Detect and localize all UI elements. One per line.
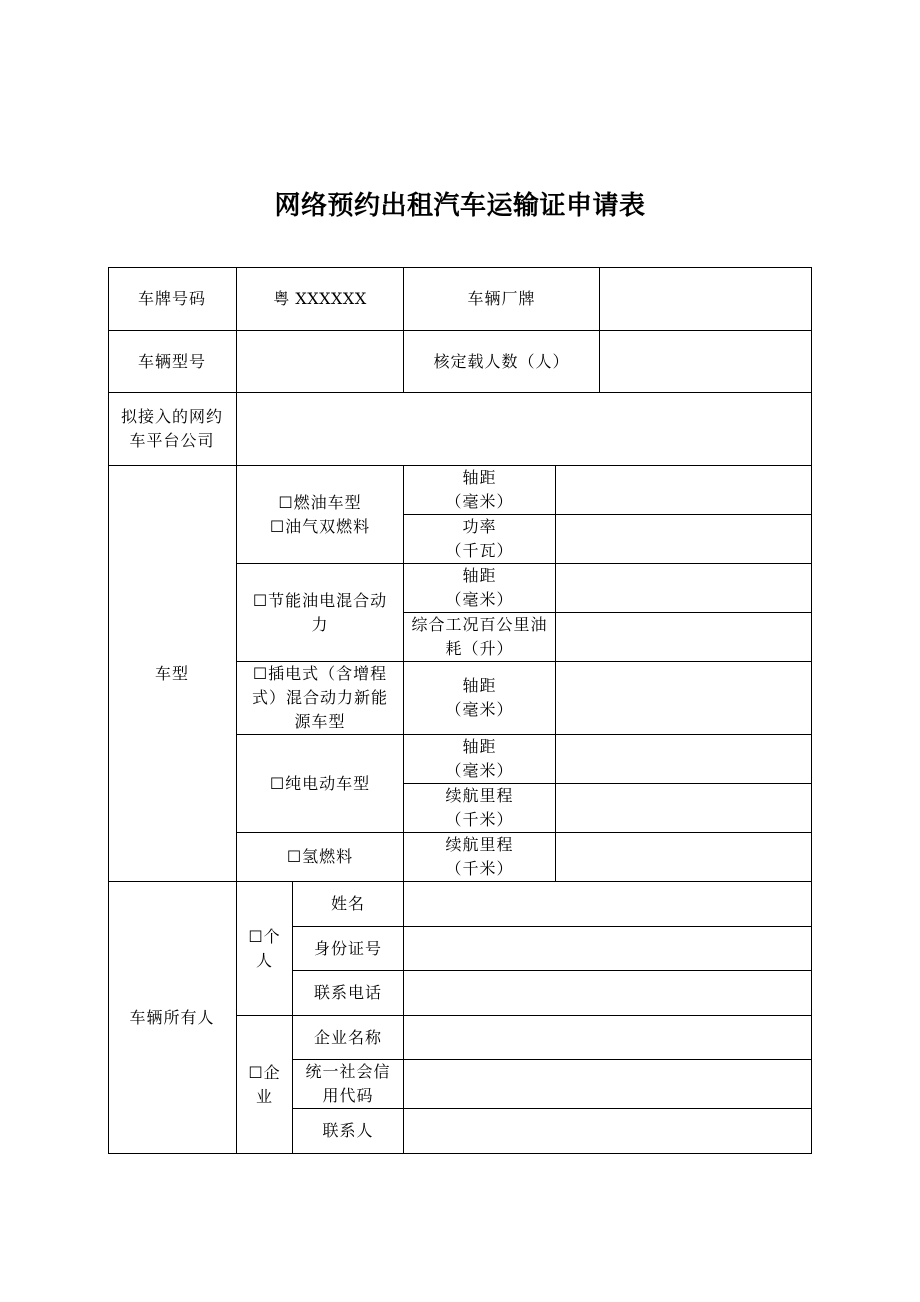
credit-code-label: 统一社会信用代码 [305,1062,391,1105]
plate-value-cell[interactable] [237,267,404,331]
field-label-cell [293,971,404,1016]
brand-label: 车辆厂牌 [467,288,536,308]
owner-label-cell [108,882,237,1154]
field-label-cell [404,662,556,735]
field-value-cell[interactable] [556,784,812,833]
wheelbase-label: 轴距 （毫米） [445,737,514,780]
vehicle-type-fuel-label: ☐燃油车型 ☐油气双燃料 [269,492,371,536]
owner-type-enterprise[interactable] [237,1016,293,1154]
owner-type-individual[interactable] [237,882,293,1016]
name-label: 姓名 [330,894,365,913]
wheelbase-label: 轴距 （毫米） [445,468,514,511]
vehicle-type-plugin[interactable] [237,662,404,735]
field-value-cell[interactable] [556,466,812,515]
field-value-cell[interactable] [556,564,812,613]
field-value-cell[interactable] [556,833,812,882]
vehicle-type-hybrid-label: ☐节能油电混合动力 [252,590,388,634]
plate-value: 粤 XXXXXX [273,288,367,308]
vehicle-type-electric[interactable] [237,735,404,833]
field-label-cell [404,735,556,784]
vehicle-type-hydrogen-label: ☐氢燃料 [286,847,354,866]
vehicle-type-plugin-label: ☐插电式（含增程式）混合动力新能源车型 [251,664,388,731]
plate-label-cell [108,267,237,331]
vehicle-type-label-cell [108,466,237,882]
seats-label-cell [404,331,600,393]
field-label-cell [293,1109,404,1154]
field-label-cell [404,515,556,564]
field-value-cell[interactable] [556,735,812,784]
model-label-cell [108,331,237,393]
field-label-cell [293,882,404,927]
seats-value-cell[interactable] [600,331,812,393]
field-label-cell [404,833,556,882]
owner-type-enterprise-label: ☐企业 [248,1062,281,1106]
field-label-cell [293,1016,404,1060]
field-value-cell[interactable] [404,882,812,927]
field-value-cell[interactable] [404,1109,812,1154]
fuel-consumption-label: 综合工况百公里油耗（升） [411,615,548,658]
plate-label: 车牌号码 [137,288,206,308]
wheelbase-label: 轴距 （毫米） [445,566,514,609]
model-label: 车辆型号 [137,351,206,371]
field-value-cell[interactable] [404,927,812,971]
owner-label: 车辆所有人 [129,1007,215,1027]
wheelbase-label: 轴距 （毫米） [445,676,514,719]
field-label-cell [404,466,556,515]
field-value-cell[interactable] [556,613,812,662]
field-label-cell [404,784,556,833]
owner-type-individual-label: ☐个人 [248,926,281,970]
vehicle-type-electric-label: ☐纯电动车型 [269,773,371,793]
brand-value-cell[interactable] [600,267,812,331]
vehicle-type-hybrid[interactable] [237,564,404,662]
company-name-label: 企业名称 [313,1027,382,1047]
field-label-cell [404,564,556,613]
field-value-cell[interactable] [404,1060,812,1109]
field-value-cell[interactable] [404,1016,812,1060]
field-label-cell [404,613,556,662]
phone-label: 联系电话 [313,983,382,1002]
model-value-cell[interactable] [237,331,404,393]
power-label: 功率 （千瓦） [445,517,514,560]
platform-label-cell [108,393,237,466]
field-value-cell[interactable] [556,662,812,735]
field-label-cell [293,1060,404,1109]
platform-label: 拟接入的网约车平台公司 [120,407,223,450]
vehicle-type-label: 车型 [154,663,189,683]
vehicle-type-fuel[interactable] [237,466,404,564]
field-value-cell[interactable] [556,515,812,564]
vehicle-type-hydrogen[interactable] [237,833,404,882]
contact-person-label: 联系人 [322,1121,374,1140]
brand-label-cell [404,267,600,331]
platform-value-cell[interactable] [237,393,812,466]
range-label: 续航里程 （千米） [445,835,514,878]
id-number-label: 身份证号 [313,938,382,958]
seats-label: 核定载人数（人） [433,351,570,371]
form-title: 网络预约出租汽车运输证申请表 [274,191,646,221]
range-label: 续航里程 （千米） [445,786,514,829]
field-label-cell [293,927,404,971]
field-value-cell[interactable] [404,971,812,1016]
